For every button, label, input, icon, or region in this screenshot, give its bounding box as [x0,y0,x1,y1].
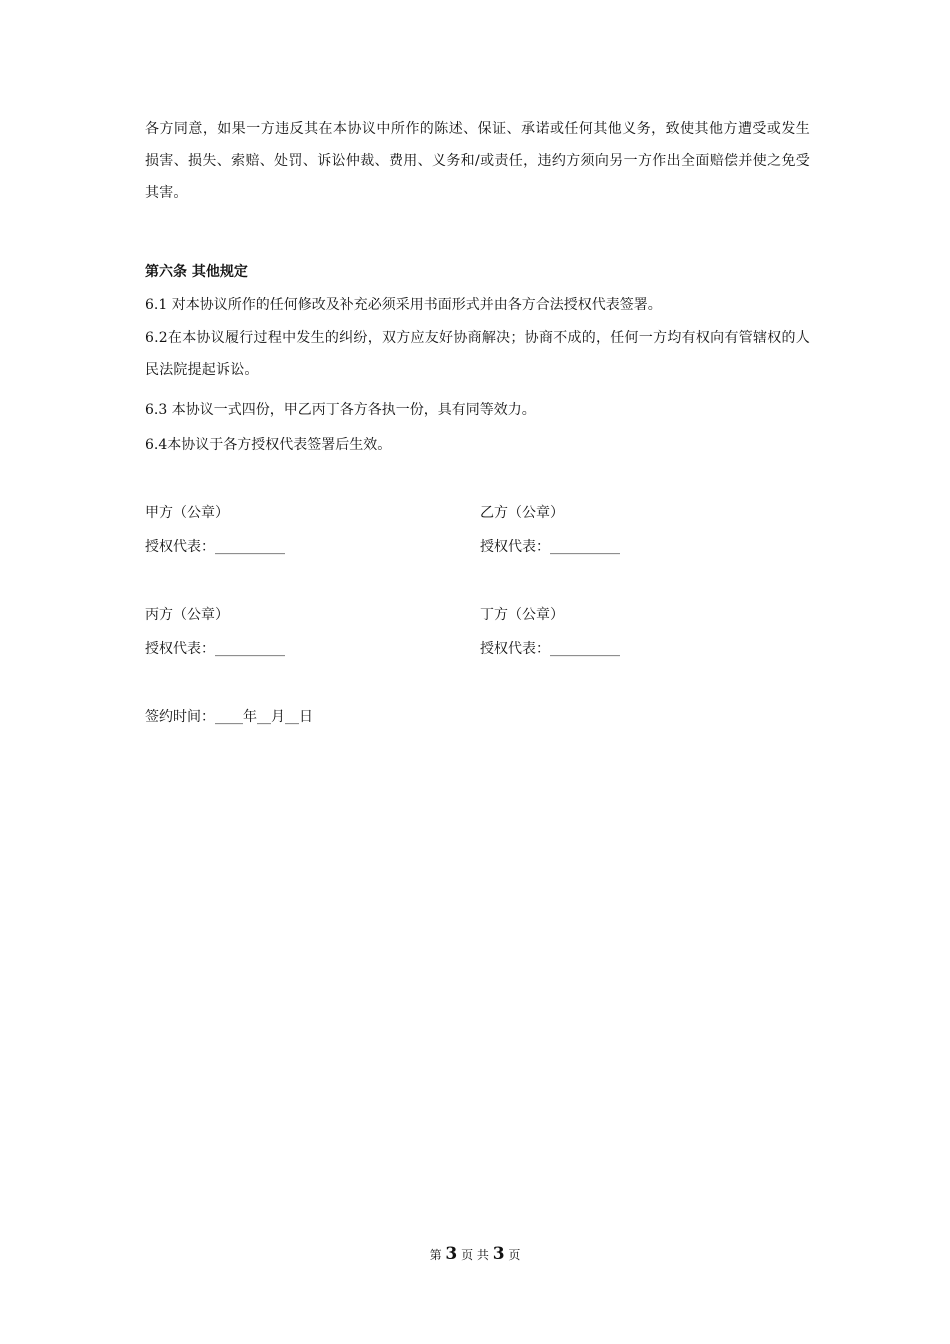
liability-paragraph: 各方同意，如果一方违反其在本协议中所作的陈述、保证、承诺或任何其他义务，致使其他方遭受或发生损害、损失、索赔、处罚、诉讼仲裁、费用、义务和/或责任，违约方须向另一方作出全面赔偿并使之免受其害。 [145,121,810,201]
clause-6-3: 6.3 本协议一式四份，甲乙丙丁各方各执一份，具有同等效力。 [145,402,536,418]
party-d-seal: 丁方（公章） [480,607,564,623]
party-b-seal: 乙方（公章） [480,505,564,521]
party-c-seal: 丙方（公章） [145,607,229,623]
party-a-seal: 甲方（公章） [145,505,229,521]
footer-page-number: 3 [445,1244,458,1264]
section-title: 第六条 其他规定 [145,264,248,280]
party-b-representative: 授权代表：__________ [480,539,620,555]
clause-6-1: 6.1 对本协议所作的任何修改及补充必须采用书面形式并由各方合法授权代表签署。 [145,297,662,313]
clause-6-4: 6.4本协议于各方授权代表签署后生效。 [145,437,392,453]
party-a-representative: 授权代表：__________ [145,539,285,555]
clause-6-2: 6.2在本协议履行过程中发生的纠纷，双方应友好协商解决；协商不成的，任何一方均有权向有管辖权的人民法院提起诉讼。 [145,330,810,378]
page-footer [0,1244,950,1265]
footer-page-prefix: 第 [429,1248,442,1262]
footer-page-mid: 页 共 [461,1248,489,1262]
party-d-representative: 授权代表：__________ [480,641,620,657]
party-c-representative: 授权代表：__________ [145,641,285,657]
footer-page-suffix: 页 [508,1248,521,1262]
footer-total-pages: 3 [492,1244,505,1264]
signing-date: 签约时间：____年__月__日 [145,709,313,725]
